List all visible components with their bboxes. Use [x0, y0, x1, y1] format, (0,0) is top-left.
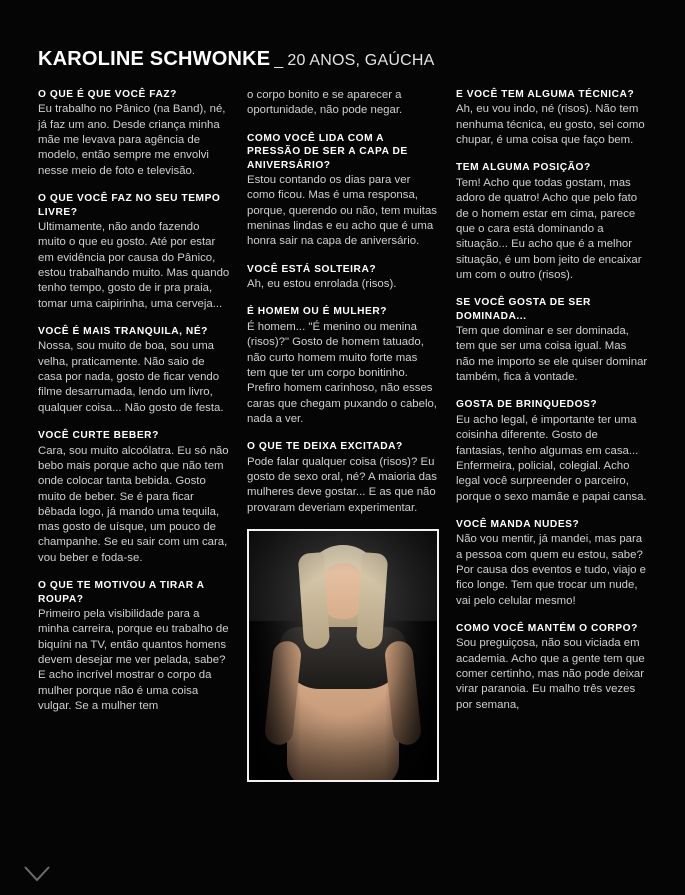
question-text: O QUE É QUE VOCÊ FAZ?	[38, 89, 177, 100]
question-text: VOCÊ É MAIS TRANQUILA, NÉ?	[38, 325, 208, 337]
qa-block	[38, 325, 230, 416]
qa-block	[38, 429, 230, 566]
answer-text: Nossa, sou muito de boa, sou uma velha, praticamente. Não saio de casa por nada, gosto de ficar vendo filme desarrumada, lendo um livro, qualquer coisa... Não gosto de festa.	[38, 340, 224, 414]
question-text: TEM ALGUMA POSIÇÃO?	[456, 162, 591, 174]
question-text: GOSTA DE BRINQUEDOS?	[456, 399, 598, 411]
chevron-down-icon[interactable]	[22, 863, 52, 885]
model-name: KAROLINE SCHWONKE	[38, 48, 271, 70]
qa-block	[456, 518, 648, 609]
model-photo	[247, 529, 439, 782]
answer-text: Sou preguiçosa, não sou viciada em academia. Acho que a gente tem que comer certinho, mas não pode deixar virar paranoia. Eu malho três vezes por semana,	[456, 637, 645, 711]
answer-text: Estou contando os dias para ver como ficou. Mas é uma responsa, porque, querendo ou não, tem muitas meninas lindas e eu acho que é uma honra sair na capa de aniversário.	[247, 174, 437, 248]
column-3	[456, 88, 648, 726]
answer-text: o corpo bonito e se aparecer a oportunidade, não pode negar.	[247, 89, 403, 117]
photo-container	[247, 529, 439, 782]
qa-block	[38, 192, 230, 312]
answer-text: Eu acho legal, é importante ter uma coisinha diferente. Gosto de fantasias, tenho algumas em casa... Enfermeira, policial, colegial. Acho legal você surpreender o parceiro, porque o sexo mamãe e papai cansa.	[456, 413, 647, 503]
answer-text: Eu trabalho no Pânico (na Band), né, já faz um ano. Desde criança minha mãe me levava para agência de modelo, então sempre me envolvi nesse meio de foto e televisão.	[38, 103, 226, 177]
answer-text: Não vou mentir, já mandei, mas para a pessoa com quem eu estou, sabe? Por causa dos eventos e tudo, viajo e fico longe. Tem que trocar um nude, vai pelo celular mesmo!	[456, 533, 646, 607]
qa-block	[247, 440, 439, 516]
answer-text: Ah, eu estou enrolada (risos).	[247, 278, 397, 291]
question-text: COMO VOCÊ LIDA COM A PRESSÃO DE SER A CAPA DE ANIVERSÁRIO?	[247, 132, 408, 171]
photo-vignette	[249, 531, 437, 780]
qa-block	[247, 263, 439, 293]
answer-text: Cara, sou muito alcoólatra. Eu só não bebo mais porque acho que não tem onde colocar tanta bebida. Gosto muito de beber. Se é para ficar bêbada logo, já mando uma tequila, mas gosto de uísque, um pouco de champanhe. Se eu sair com um cara, vou beber e foda-se.	[38, 444, 229, 564]
answer-text: Tem! Acho que todas gostam, mas adoro de quatro! Acho que pelo fato de o homem estar em cima, parece que o cara está dominando a situação... Eu acho que é a melhor situação, é um bom jeito de encaixar um com o outro (risos).	[456, 176, 642, 281]
question-text: O QUE VOCÊ FAZ NO SEU TEMPO LIVRE?	[38, 193, 221, 218]
column-2	[247, 88, 439, 782]
model-subtitle: 20 ANOS, GAÚCHA	[287, 52, 435, 69]
question-text: O QUE TE MOTIVOU A TIRAR A ROUPA?	[38, 580, 205, 605]
answer-text: Ah, eu vou indo, né (risos). Não tem nenhuma técnica, eu gosto, sei como chupar, é uma coisa que faço bem.	[456, 103, 645, 147]
qa-block	[247, 88, 439, 119]
answer-text: É homem... "É menino ou menina (risos)?" Gosto de homem tatuado, não curto homem muito forte mas tem que ter um corpo bonitinho. Prefiro homem carinhoso, não esses caras que chegam puxando o cabelo, nada a ver.	[247, 320, 437, 425]
qa-block	[456, 296, 648, 385]
qa-block	[247, 305, 439, 427]
article-columns	[38, 88, 651, 782]
question-text: E VOCÊ TEM ALGUMA TÉCNICA?	[456, 89, 635, 100]
qa-block	[456, 88, 648, 148]
qa-block	[247, 132, 439, 250]
question-text: SE VOCÊ GOSTA DE SER DOMINADA...	[456, 297, 591, 322]
qa-block	[456, 398, 648, 504]
question-text: VOCÊ CURTE BEBER?	[38, 430, 159, 442]
question-text: O QUE TE DEIXA EXCITADA?	[247, 441, 403, 453]
question-text: VOCÊ MANDA NUDES?	[456, 518, 580, 530]
answer-text: Primeiro pela visibilidade para a minha carreira, porque eu trabalho de biquíni na TV, então quantos homens devem desejar me ver pelada, sabe? E acho incrível mostrar o corpo da mulher porque não é uma coisa vulgar. Se a mulher tem	[38, 608, 229, 713]
answer-text: Pode falar qualquer coisa (risos)? Eu gosto de sexo oral, né? A maioria das mulheres deve gostar... E as que não provaram deveriam experimentar.	[247, 455, 437, 514]
qa-block	[456, 161, 648, 283]
answer-text: Ultimamente, não ando fazendo muito o que eu gosto. Até por estar em evidência por causa do Pânico, estou trabalhando muito. Mas quando tenho tempo, gosto de ir pra praia, tomar uma caipirinha, uma cerveja...	[38, 221, 230, 310]
column-1	[38, 88, 230, 727]
qa-block	[38, 88, 230, 179]
page-title	[38, 38, 651, 70]
question-text: COMO VOCÊ MANTÉM O CORPO?	[456, 622, 638, 634]
name-separator: _	[274, 52, 284, 69]
answer-text: Tem que dominar e ser dominada, tem que ser uma coisa igual. Mas não me importo se ele quiser dominar também, fica à vontade.	[456, 325, 648, 384]
question-text: VOCÊ ESTÁ SOLTEIRA?	[247, 263, 377, 275]
qa-block	[456, 622, 648, 713]
qa-block	[38, 579, 230, 714]
question-text: É HOMEM OU É MULHER?	[247, 306, 388, 318]
